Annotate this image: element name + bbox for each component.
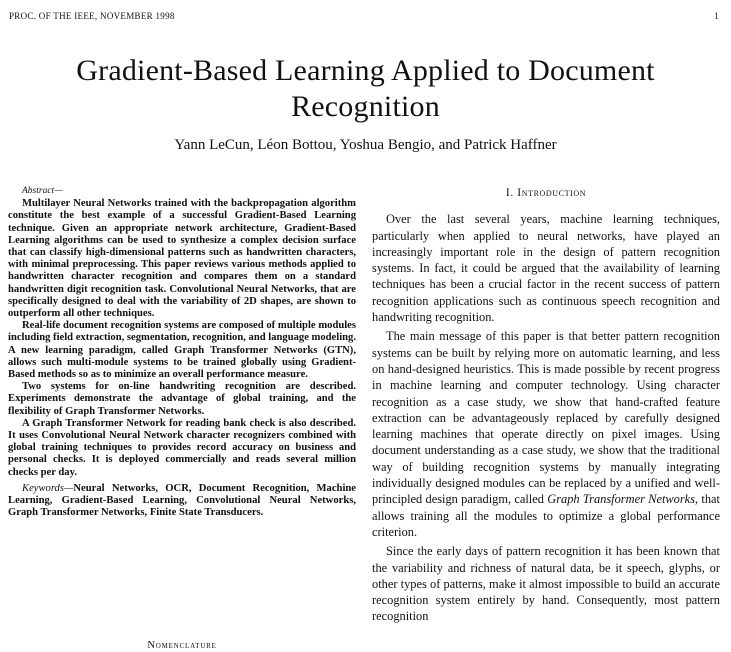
nomenclature-heading — [8, 640, 356, 651]
abstract-paragraph: Multilayer Neural Networks trained with the backpropagation algorithm constitute the best example of a successful Gradient-Based Learning technique. Given an appropriate network architecture, Gradient-Based Learning algorithms can be used to synthesize a complex decision surface that can classify high-dimensional patterns such as handwritten characters, with minimal preprocessing. This paper reviews various methods applied to handwritten character recognition and compares them on a standard handwritten digit recognition task. Convolutional Neural Networks, that are specifically designed to deal with the variability of 2D shapes, are shown to outperform all other techniques. — [8, 198, 356, 320]
intro-paragraph — [372, 328, 720, 540]
intro-paragraph: Since the early days of pattern recognition it has been known that the variability and richness of natural data, be it speech, glyphs, or other types of patterns, make it almost impossible to build an accurate recognition system entirely by hand. Consequently, most pattern recognition — [372, 544, 720, 624]
keywords-label: Keywords— — [22, 482, 74, 494]
journal-running-head: PROC. OF THE IEEE, NOVEMBER 1998 — [9, 11, 175, 21]
abstract-column — [8, 185, 356, 519]
abstract-paragraph: Two systems for on-line handwriting recognition are described. Experiments demonstrate the advantage of global training, and the flexibility of Graph Transformer Networks. — [8, 381, 356, 417]
intro-p2-text: The main message of this paper is that better pattern recognition systems can be built by relying more on automatic learning, and less on hand-designed heuristics. This is made possible by recent progress in machine learning and computer technology. Using character recognition as a case study, we show that hand-crafted feature extraction can be advantageously replaced by carefully designed learning machines that operate directly on pixel images. Using document understanding as a case study, we show that the traditional way of building recognition systems by manually integrating individually designed modules can be replaced by a unified and well-principled design paradigm, called — [372, 329, 720, 507]
section-numeral: I. — [505, 187, 514, 199]
gtn-term: Graph Transformer Networks — [547, 492, 695, 507]
paper-title — [20, 53, 711, 125]
abstract-label: Abstract— — [22, 186, 63, 196]
introduction-column — [372, 185, 720, 628]
abstract-paragraph: Real-life document recognition systems are composed of multiple modules including field extraction, segmentation, recognition, and language modeling. A new learning paradigm, called Graph Transformer Networks (GTN), allows such multi-module systems to be trained globally using Gradient-Based methods so as to minimize an overall performance measure. — [8, 320, 356, 381]
keywords-text: Neural Networks, OCR, Document Recognition, Machine Learning, Gradient-Based Learning, Convolutional Neural Networks, Graph Transformer Networks, Finite State Transducers. — [8, 482, 356, 519]
paper-title-line-1: Gradient-Based Learning Applied to Document — [76, 54, 655, 87]
intro-paragraph: Over the last several years, machine learning techniques, particularly when applied to neural networks, have played an increasingly important role in the design of pattern recognition systems. In fact, it could be argued that the availability of learning techniques has been a crucial factor in the recent success of pattern recognition applications such as continuous speech recognition and handwriting recognition. — [372, 212, 720, 325]
intro-p2-text-end: , that allows training all the modules to optimize a global performance criterion. — [372, 492, 720, 539]
nomenclature-heading-text: Nomenclature — [147, 640, 217, 651]
abstract-heading — [8, 185, 356, 197]
paper-title-line-2: Recognition — [291, 90, 440, 123]
section-title: Introduction — [517, 187, 587, 199]
page-number: 1 — [714, 11, 719, 21]
keywords-paragraph — [8, 483, 356, 520]
author-list: Yann LeCun, Léon Bottou, Yoshua Bengio, and Patrick Haffner — [174, 137, 557, 153]
abstract-paragraph: A Graph Transformer Network for reading bank check is also described. It uses Convolutional Neural Network character recognizers combined with global training techniques to provides record accuracy on business and personal checks. It is deployed commercially and reads several million checks per day. — [8, 417, 356, 478]
section-heading-introduction — [372, 185, 720, 201]
running-head — [9, 11, 719, 25]
